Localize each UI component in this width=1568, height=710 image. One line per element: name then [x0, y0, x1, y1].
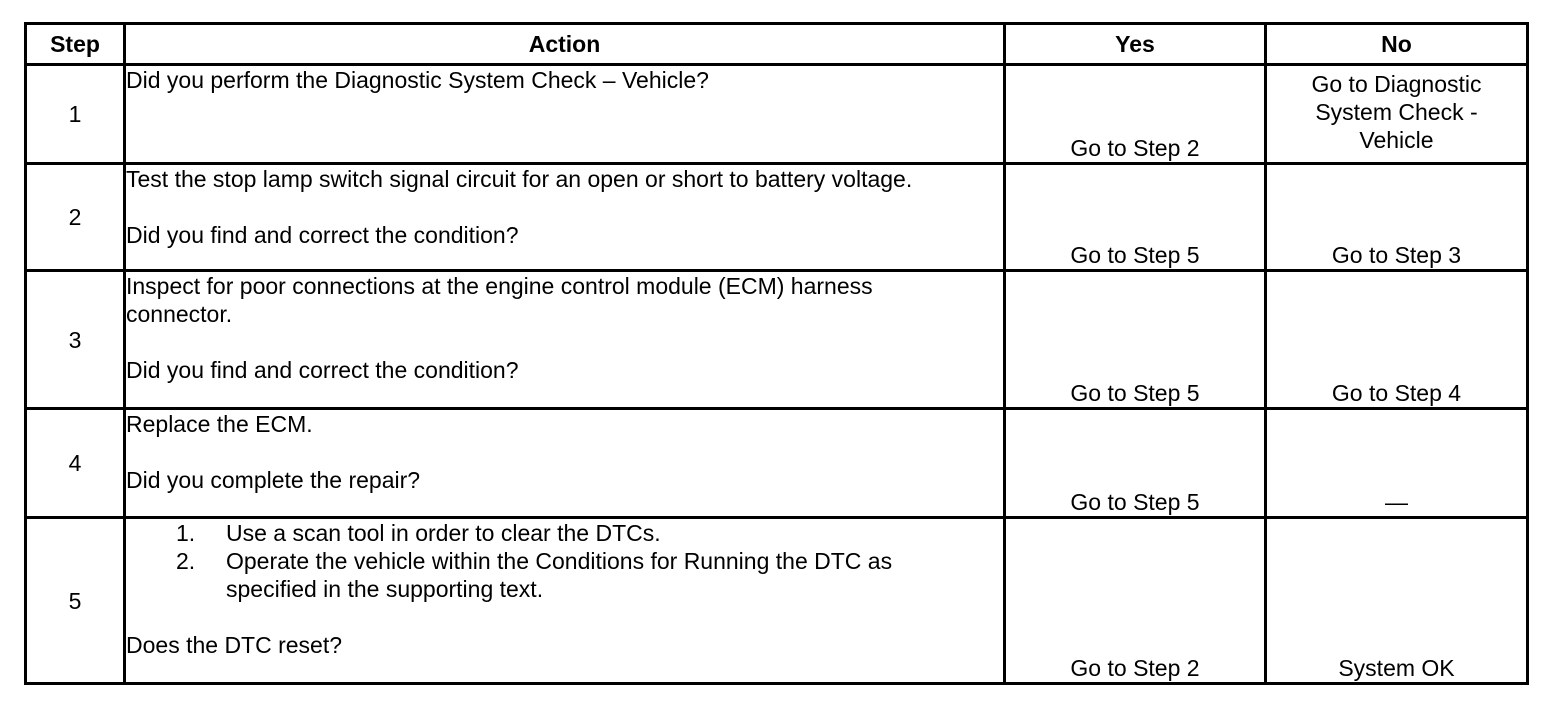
action-text: Replace the ECM. — [126, 411, 313, 437]
substep-text: Use a scan tool in order to clear the DTCs. — [226, 520, 661, 546]
step-number: 4 — [26, 409, 125, 518]
substep-item — [176, 547, 1003, 603]
table-row — [26, 164, 1528, 271]
step-number: 3 — [26, 271, 125, 409]
header-no: No — [1266, 24, 1528, 65]
table-row — [26, 518, 1528, 684]
substep-number: 1. — [176, 520, 196, 546]
header-action: Action — [125, 24, 1005, 65]
action-cell — [125, 271, 1005, 409]
action-cell — [125, 409, 1005, 518]
no-cell: System OK — [1266, 518, 1528, 684]
header-row — [26, 24, 1528, 65]
diagnostic-table — [24, 22, 1529, 685]
action-question: Does the DTC reset? — [126, 632, 343, 658]
substep-item — [176, 519, 1003, 547]
table-row — [26, 271, 1528, 409]
yes-cell: Go to Step 5 — [1005, 409, 1266, 518]
header-step: Step — [26, 24, 125, 65]
no-cell: Go to Step 4 — [1266, 271, 1528, 409]
action-cell — [125, 65, 1005, 164]
table-row — [26, 65, 1528, 164]
table-row — [26, 409, 1528, 518]
yes-cell: Go to Step 2 — [1005, 518, 1266, 684]
substep-number: 2. — [176, 548, 196, 574]
action-cell — [125, 164, 1005, 271]
step-number: 5 — [26, 518, 125, 684]
step-number: 1 — [26, 65, 125, 164]
action-text: Did you perform the Diagnostic System Check – Vehicle? — [126, 67, 709, 93]
action-text: Test the stop lamp switch signal circuit for an open or short to battery voltage. — [126, 166, 913, 192]
step-number: 2 — [26, 164, 125, 271]
no-cell: Go to Step 3 — [1266, 164, 1528, 271]
substep-text: Operate the vehicle within the Conditions for Running the DTC as specified in the supporting text. — [226, 548, 893, 602]
substep-list — [126, 519, 1003, 603]
action-text: Inspect for poor connections at the engine control module (ECM) harness connector. — [126, 273, 873, 327]
action-question: Did you complete the repair? — [126, 467, 421, 493]
action-cell — [125, 518, 1005, 684]
yes-cell: Go to Step 5 — [1005, 164, 1266, 271]
yes-cell: Go to Step 2 — [1005, 65, 1266, 164]
no-cell: — — [1266, 409, 1528, 518]
no-cell: Go to Diagnostic System Check - Vehicle — [1266, 65, 1528, 164]
header-yes: Yes — [1005, 24, 1266, 65]
yes-cell: Go to Step 5 — [1005, 271, 1266, 409]
action-question: Did you find and correct the condition? — [126, 222, 519, 248]
action-question: Did you find and correct the condition? — [126, 357, 519, 383]
